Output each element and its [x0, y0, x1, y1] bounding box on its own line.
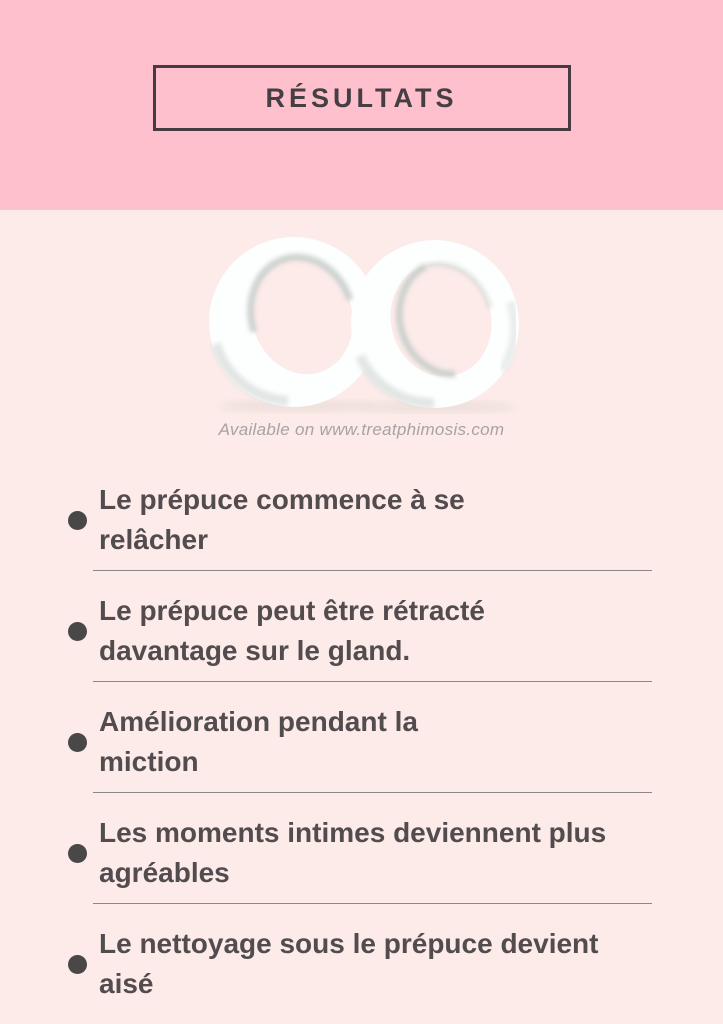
content-area [0, 232, 723, 1004]
result-text [99, 591, 485, 671]
divider [93, 792, 652, 793]
divider [93, 681, 652, 682]
list-item [68, 924, 652, 1004]
bullet-icon [68, 733, 87, 752]
result-text-line: miction [99, 746, 199, 777]
list-item [68, 480, 652, 560]
bullet-icon [68, 622, 87, 641]
result-text-line: Le prépuce peut être rétracté [99, 595, 485, 626]
product-figure [0, 232, 723, 440]
title-box [153, 65, 571, 131]
rings-shadow [219, 400, 515, 413]
result-text [99, 702, 418, 782]
header-band [0, 0, 723, 210]
page-title: RÉSULTATS [265, 82, 458, 113]
result-text-line: aisé [99, 968, 154, 999]
result-text-line: davantage sur le gland. [99, 635, 411, 666]
divider [93, 903, 652, 904]
result-text [99, 924, 598, 1004]
results-list [0, 480, 723, 1004]
result-text-line: relâcher [99, 524, 208, 555]
result-text-line: Amélioration pendant la [99, 706, 418, 737]
result-text-line: Les moments intimes deviennent plus [99, 817, 607, 848]
result-text-line: agréables [99, 857, 230, 888]
rings-illustration-image [202, 232, 522, 414]
result-text [99, 480, 465, 560]
right-ring [351, 240, 519, 408]
result-text-line: Le nettoyage sous le prépuce devient [99, 928, 599, 959]
result-text [99, 813, 606, 893]
list-item [68, 813, 652, 893]
availability-caption: Available on www.treatphimosis.com [218, 420, 505, 439]
list-item [68, 591, 652, 671]
bullet-icon [68, 955, 87, 974]
result-text-line: Le prépuce commence à se [99, 484, 465, 515]
divider [93, 570, 652, 571]
bullet-icon [68, 511, 87, 530]
bullet-icon [68, 844, 87, 863]
list-item [68, 702, 652, 782]
